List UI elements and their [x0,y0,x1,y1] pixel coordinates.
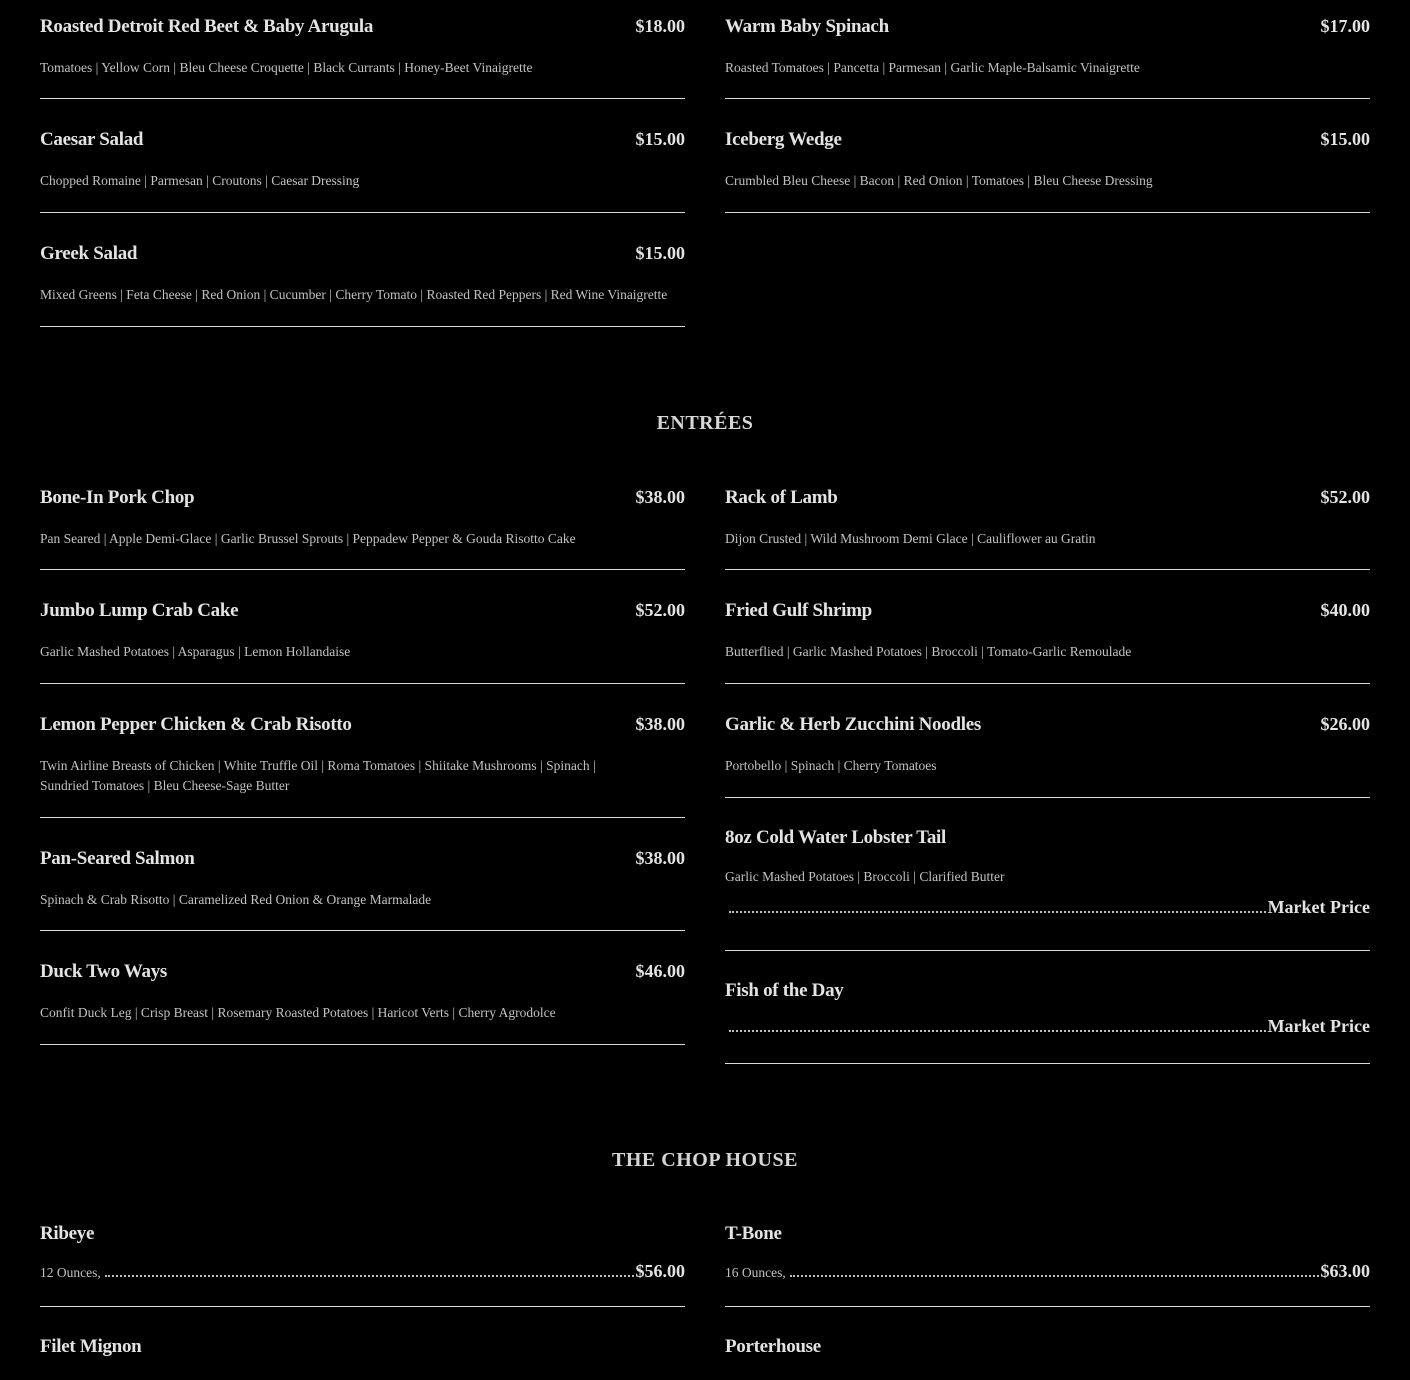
item-description: Mixed Greens | Feta Cheese | Red Onion | Cucumber | Cherry Tomato | Roasted Red Peppers | Red Wine Vinaigrette [40,287,668,302]
item-price: $52.00 [635,600,685,620]
item-price: $38.00 [635,487,685,507]
item-name: Bone-In Pork Chop [40,487,195,508]
item-name: Lemon Pepper Chicken & Crab Risotto [40,714,352,735]
menu-item [725,113,1370,213]
item-header [725,487,1370,509]
item-description: Dijon Crusted | Wild Mushroom Demi Glace | Cauliflower au Gratin [725,531,1096,546]
item-name: Greek Salad [40,243,138,264]
item-name: Fish of the Day [725,980,844,1001]
item-price: $26.00 [1320,714,1370,734]
menu-item [725,1207,1370,1307]
price-leader [725,897,1370,918]
item-name: Jumbo Lump Crab Cake [40,600,239,621]
item-name: Caesar Salad [40,129,144,150]
menu-item [725,811,1370,951]
item-description: Pan Seared | Apple Demi-Glace | Garlic Brussel Sprouts | Peppadew Pepper & Gouda Risotto Cake [40,531,576,546]
item-price: $56.00 [635,1261,685,1281]
item-description: Tomatoes | Yellow Corn | Bleu Cheese Croquette | Black Currants | Honey-Beet Vinaigrette [40,60,533,75]
item-price: Market Price [1267,1016,1370,1036]
item-description: Spinach & Crab Risotto | Caramelized Red Onion & Orange Marmalade [40,892,432,907]
item-price: $40.00 [1320,600,1370,620]
item-price: $15.00 [1320,129,1370,149]
item-price: $46.00 [635,961,685,981]
item-header [725,827,1370,849]
item-description: Butterflied | Garlic Mashed Potatoes | Broccoli | Tomato-Garlic Remoulade [725,644,1132,659]
item-price: Market Price [1267,897,1370,917]
item-header [40,487,685,509]
item-price: $18.00 [635,16,685,36]
item-price: $52.00 [1320,487,1370,507]
item-header [725,1336,1370,1358]
item-description: Crumbled Bleu Cheese | Bacon | Red Onion | Tomatoes | Bleu Cheese Dressing [725,173,1153,188]
item-name: Warm Baby Spinach [725,16,889,37]
menu-item [725,0,1370,99]
menu-item [725,964,1370,1064]
item-header [725,129,1370,151]
item-name: Iceberg Wedge [725,129,842,150]
menu-item [40,113,685,213]
item-description: Twin Airline Breasts of Chicken | White Truffle Oil | Roma Tomatoes | Shiitake Mushrooms | Spinach | Sundried Tomatoes | Bleu Cheese-Sage Butter [40,758,596,793]
item-price: $38.00 [635,714,685,734]
menu-item [40,698,685,818]
menu-item [725,1320,1370,1380]
menu-item [40,1320,685,1380]
item-name: 8oz Cold Water Lobster Tail [725,827,946,848]
menu-item [40,0,685,99]
section-title-chophouse: THE CHOP HOUSE [612,1149,798,1171]
item-header [40,16,685,38]
item-description: Garlic Mashed Potatoes | Broccoli | Clarified Butter [725,869,1005,884]
item-header [725,980,1370,1002]
menu-item [40,584,685,684]
item-header [40,1223,685,1245]
menu-item [40,471,685,570]
dot-leader [729,1030,1266,1032]
item-header [725,16,1370,38]
item-name: Ribeye [40,1223,95,1244]
item-name: Garlic & Herb Zucchini Noodles [725,714,981,735]
item-header [40,129,685,151]
section-title-entrees: ENTRÉES [656,412,754,434]
item-header [725,1223,1370,1245]
item-header [40,848,685,870]
item-header [725,600,1370,622]
item-header [40,961,685,983]
item-name: Roasted Detroit Red Beet & Baby Arugula [40,16,374,37]
item-name: Porterhouse [725,1336,821,1357]
item-header [40,1336,685,1358]
item-header [40,243,685,265]
menu-item [725,584,1370,684]
item-price: $15.00 [635,129,685,149]
price-leader [40,1261,685,1282]
price-leader [725,1016,1370,1037]
item-name: T-Bone [725,1223,782,1244]
item-description: Garlic Mashed Potatoes | Asparagus | Lemon Hollandaise [40,644,351,659]
item-name: Fried Gulf Shrimp [725,600,872,621]
item-name: Pan-Seared Salmon [40,848,195,869]
price-leader [725,1261,1370,1282]
menu-item [40,832,685,931]
item-price: $38.00 [635,848,685,868]
dot-leader [105,1275,634,1277]
menu-item [40,1207,685,1307]
menu-item [40,227,685,327]
item-header [40,600,685,622]
item-name: Filet Mignon [40,1336,142,1357]
item-price: $17.00 [1320,16,1370,36]
dot-leader [790,1275,1319,1277]
menu-item [40,945,685,1045]
item-name: Rack of Lamb [725,487,838,508]
item-description: Roasted Tomatoes | Pancetta | Parmesan | Garlic Maple-Balsamic Vinaigrette [725,60,1140,75]
menu-item [725,698,1370,798]
item-header [725,714,1370,736]
item-price: $63.00 [1320,1261,1370,1281]
item-description: Portobello | Spinach | Cherry Tomatoes [725,758,937,773]
item-name: Duck Two Ways [40,961,168,982]
item-header [40,714,685,736]
item-description: Confit Duck Leg | Crisp Breast | Rosemary Roasted Potatoes | Haricot Verts | Cherry Agrodolce [40,1005,556,1020]
menu-item [725,471,1370,570]
item-size: 12 Ounces, [40,1265,101,1280]
dot-leader [729,911,1266,913]
item-size: 16 Ounces, [725,1265,786,1280]
item-description: Chopped Romaine | Parmesan | Croutons | Caesar Dressing [40,173,360,188]
item-price: $15.00 [635,243,685,263]
